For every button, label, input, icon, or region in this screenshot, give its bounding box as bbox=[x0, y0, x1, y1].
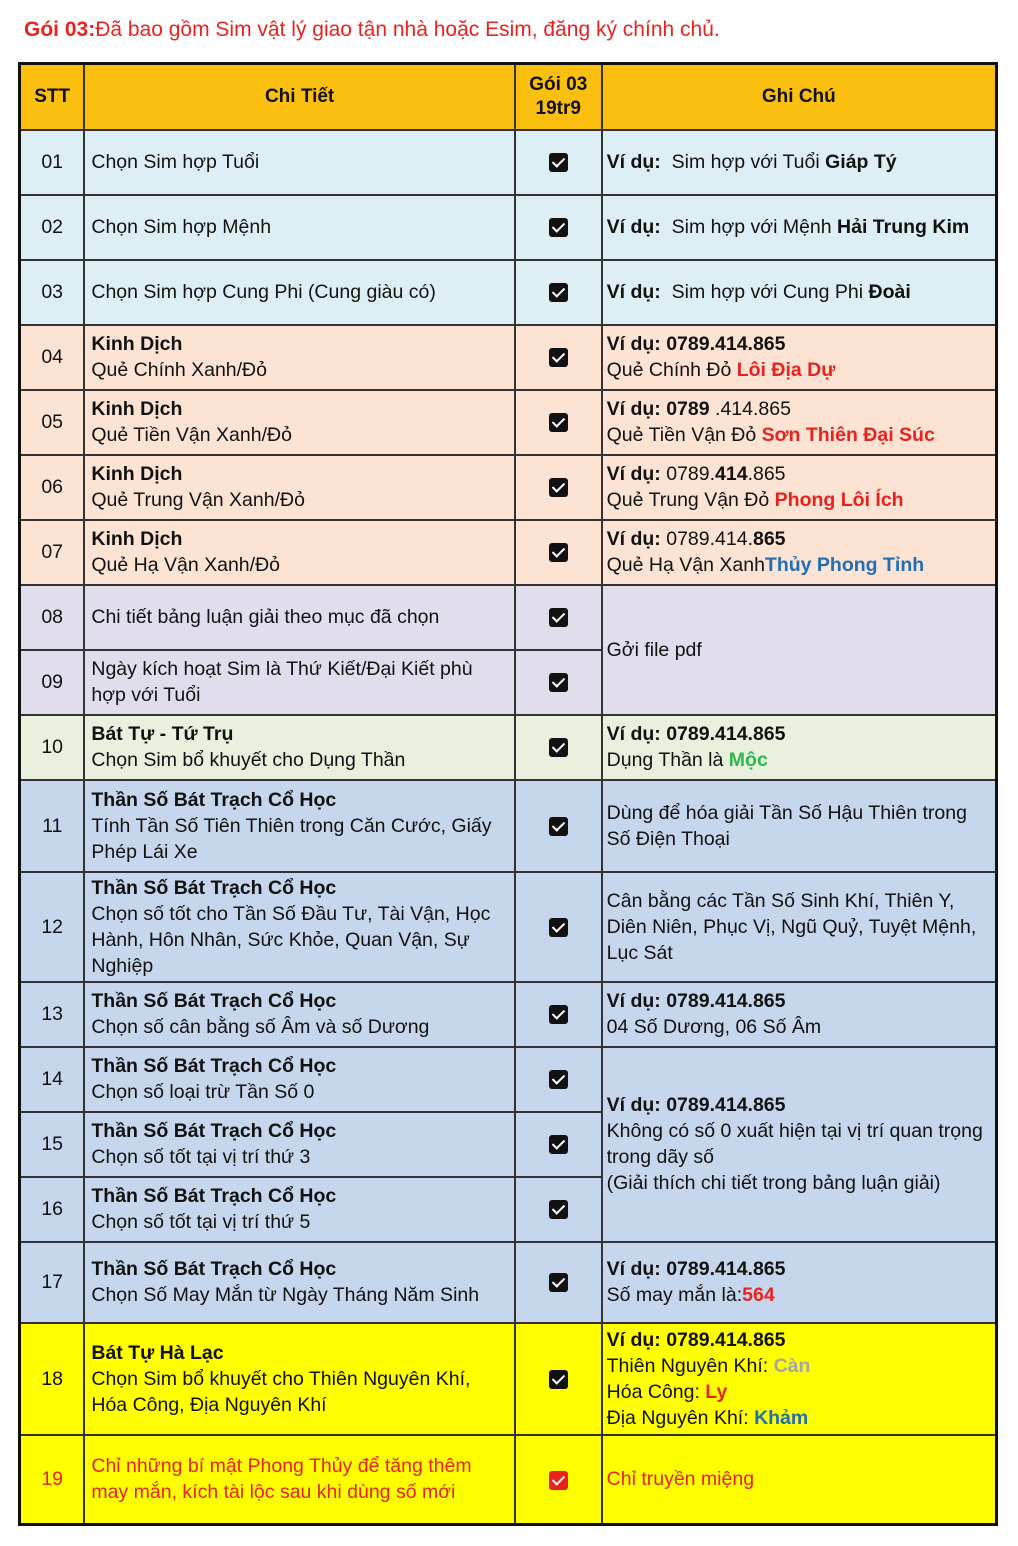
checkbox-checked-icon[interactable] bbox=[549, 608, 568, 627]
row-number: 02 bbox=[20, 195, 85, 260]
row-number: 19 bbox=[20, 1435, 85, 1525]
checkbox-checked-icon[interactable] bbox=[549, 1135, 568, 1154]
row-heading: Kinh Dịch bbox=[91, 398, 183, 420]
checkbox-checked-icon[interactable] bbox=[549, 218, 568, 237]
row-detail: Kinh Dịch Quẻ Hạ Vận Xanh/Đỏ bbox=[84, 520, 514, 585]
title-text: Đã bao gồm Sim vật lý giao tận nhà hoặc Esim, đăng ký chính chủ. bbox=[95, 18, 720, 41]
row-number: 09 bbox=[20, 650, 85, 715]
row-number: 14 bbox=[20, 1047, 85, 1112]
checkbox-checked-icon[interactable] bbox=[549, 413, 568, 432]
row-number: 01 bbox=[20, 130, 85, 195]
checkbox-checked-icon[interactable] bbox=[549, 1200, 568, 1219]
row-number: 04 bbox=[20, 325, 85, 390]
header-package bbox=[515, 64, 602, 130]
row-note: Ví dụ: 0789.414.865 04 Số Dương, 06 Số Âm bbox=[602, 982, 997, 1047]
checkbox-checked-icon[interactable] bbox=[549, 153, 568, 172]
table-row bbox=[20, 390, 997, 455]
header-row bbox=[20, 64, 997, 130]
checkbox-checked-icon[interactable] bbox=[549, 817, 568, 836]
row-note: Ví dụ: 0789.414.865 Quẻ Trung Vận Đỏ Phong Lôi Ích bbox=[602, 455, 997, 520]
row-heading: Thần Số Bát Trạch Cổ Học bbox=[91, 1258, 337, 1280]
table-row bbox=[20, 520, 997, 585]
checkbox-checked-red-icon[interactable] bbox=[549, 1471, 568, 1490]
row-detail: Thần Số Bát Trạch Cổ Học Chọn số cân bằng số Âm và số Dương bbox=[84, 982, 514, 1047]
table-row bbox=[20, 130, 997, 195]
checkbox-checked-icon[interactable] bbox=[549, 738, 568, 757]
row-detail: Thần Số Bát Trạch Cổ Học Chọn số tốt tại vị trí thứ 3 bbox=[84, 1112, 514, 1177]
row-note-merged: Ví dụ: 0789.414.865 Không có số 0 xuất hiện tại vị trí quan trọng trong dãy số (Giải thích chi tiết trong bảng luận giải) bbox=[602, 1047, 997, 1242]
row-number: 16 bbox=[20, 1177, 85, 1242]
row-heading: Kinh Dịch bbox=[91, 463, 183, 485]
title-prefix: Gói 03: bbox=[24, 18, 96, 41]
row-number: 17 bbox=[20, 1242, 85, 1323]
row-heading: Thần Số Bát Trạch Cổ Học bbox=[91, 1120, 337, 1142]
table-row bbox=[20, 982, 997, 1047]
row-detail: Chỉ những bí mật Phong Thủy để tăng thêm may mắn, kích tài lộc sau khi dùng số mới bbox=[84, 1435, 514, 1525]
row-heading: Bát Tự Hà Lạc bbox=[91, 1341, 224, 1364]
row-note: Ví dụ: Sim hợp với Mệnh Hải Trung Kim bbox=[602, 195, 997, 260]
row-note: Chỉ truyền miệng bbox=[602, 1435, 997, 1525]
row-number: 18 bbox=[20, 1323, 85, 1435]
row-detail: Bát Tự Hà Lạc Chọn Sim bổ khuyết cho Thiên Nguyên Khí, Hóa Công, Địa Nguyên Khí bbox=[84, 1323, 514, 1435]
row-note: Ví dụ: Sim hợp với Tuổi Giáp Tý bbox=[602, 130, 997, 195]
row-number: 13 bbox=[20, 982, 85, 1047]
checkbox-checked-icon[interactable] bbox=[549, 918, 568, 937]
row-number: 06 bbox=[20, 455, 85, 520]
table-row bbox=[20, 1323, 997, 1435]
checkbox-checked-icon[interactable] bbox=[549, 543, 568, 562]
row-heading: Thần Số Bát Trạch Cổ Học bbox=[91, 1185, 337, 1207]
table-row bbox=[20, 585, 997, 650]
table-row bbox=[20, 1242, 997, 1323]
checkbox-checked-icon[interactable] bbox=[549, 1273, 568, 1292]
row-note: Ví dụ: 0789 .414.865 Quẻ Tiền Vận Đỏ Sơn Thiên Đại Súc bbox=[602, 390, 997, 455]
row-note-merged: Gởi file pdf bbox=[602, 585, 997, 715]
table-row bbox=[20, 325, 997, 390]
checkbox-checked-icon[interactable] bbox=[549, 1005, 568, 1024]
row-detail: Thần Số Bát Trạch Cổ Học Chọn số loại trừ Tần Số 0 bbox=[84, 1047, 514, 1112]
row-note: Dùng để hóa giải Tần Số Hậu Thiên trong Số Điện Thoại bbox=[602, 780, 997, 872]
table-row bbox=[20, 260, 997, 325]
row-note: Ví dụ: 0789.414.865 Quẻ Hạ Vận XanhThủy Phong Tỉnh bbox=[602, 520, 997, 585]
table-row bbox=[20, 715, 997, 780]
row-number: 05 bbox=[20, 390, 85, 455]
header-note: Ghi Chú bbox=[602, 64, 997, 130]
row-detail: Thần Số Bát Trạch Cổ Học Chọn số tốt cho Tần Số Đầu Tư, Tài Vận, Học Hành, Hôn Nhân, Sức Khỏe, Quan Vận, Sự Nghiệp bbox=[84, 872, 514, 982]
checkbox-checked-icon[interactable] bbox=[549, 348, 568, 367]
row-note: Ví dụ: 0789.414.865 Số may mắn là:564 bbox=[602, 1242, 997, 1323]
header-package-name: Gói 03 bbox=[529, 73, 588, 95]
table-row bbox=[20, 1047, 997, 1112]
row-heading: Bát Tự - Tứ Trụ bbox=[91, 723, 234, 745]
row-detail: Thần Số Bát Trạch Cổ Học Tính Tần Số Tiên Thiên trong Căn Cước, Giấy Phép Lái Xe bbox=[84, 780, 514, 872]
row-note: Ví dụ: 0789.414.865 Dụng Thần là Mộc bbox=[602, 715, 997, 780]
row-note: Ví dụ: Sim hợp với Cung Phi Đoài bbox=[602, 260, 997, 325]
row-detail: Kinh Dịch Quẻ Chính Xanh/Đỏ bbox=[84, 325, 514, 390]
row-heading: Thần Số Bát Trạch Cổ Học bbox=[91, 1055, 337, 1077]
row-detail: Thần Số Bát Trạch Cổ Học Chọn số tốt tại vị trí thứ 5 bbox=[84, 1177, 514, 1242]
row-number: 15 bbox=[20, 1112, 85, 1177]
row-detail: Chọn Sim hợp Mệnh bbox=[84, 195, 514, 260]
table-row bbox=[20, 455, 997, 520]
row-heading: Kinh Dịch bbox=[91, 528, 183, 550]
table-row bbox=[20, 1435, 997, 1525]
row-detail: Chọn Sim hợp Cung Phi (Cung giàu có) bbox=[84, 260, 514, 325]
row-number: 10 bbox=[20, 715, 85, 780]
checkbox-checked-icon[interactable] bbox=[549, 1070, 568, 1089]
row-detail: Ngày kích hoạt Sim là Thứ Kiết/Đại Kiết phù hợp với Tuổi bbox=[84, 650, 514, 715]
checkbox-checked-icon[interactable] bbox=[549, 478, 568, 497]
row-heading: Thần Số Bát Trạch Cổ Học bbox=[91, 876, 337, 899]
row-number: 08 bbox=[20, 585, 85, 650]
row-note: Ví dụ: 0789.414.865 Quẻ Chính Đỏ Lôi Địa Dự bbox=[602, 325, 997, 390]
table-row bbox=[20, 195, 997, 260]
table-row bbox=[20, 780, 997, 872]
row-note: Ví dụ: 0789.414.865 Thiên Nguyên Khí: Càn Hóa Công: Ly Địa Nguyên Khí: Khảm bbox=[602, 1323, 997, 1435]
row-number: 11 bbox=[20, 780, 85, 872]
header-detail: Chi Tiết bbox=[84, 64, 514, 130]
row-detail: Chọn Sim hợp Tuổi bbox=[84, 130, 514, 195]
checkbox-checked-icon[interactable] bbox=[549, 1370, 568, 1389]
header-package-price: 19tr9 bbox=[535, 97, 581, 119]
row-detail: Chi tiết bảng luận giải theo mục đã chọn bbox=[84, 585, 514, 650]
row-heading: Kinh Dịch bbox=[91, 333, 183, 355]
table-row bbox=[20, 872, 997, 982]
package-table bbox=[18, 62, 998, 1526]
row-number: 12 bbox=[20, 872, 85, 982]
row-heading: Thần Số Bát Trạch Cổ Học bbox=[91, 990, 337, 1012]
header-stt: STT bbox=[20, 64, 85, 130]
row-detail: Thần Số Bát Trạch Cổ Học Chọn Số May Mắn từ Ngày Tháng Năm Sinh bbox=[84, 1242, 514, 1323]
row-detail: Kinh Dịch Quẻ Tiền Vận Xanh/Đỏ bbox=[84, 390, 514, 455]
row-detail: Bát Tự - Tứ Trụ Chọn Sim bổ khuyết cho Dụng Thần bbox=[84, 715, 514, 780]
checkbox-checked-icon[interactable] bbox=[549, 283, 568, 302]
checkbox-checked-icon[interactable] bbox=[549, 673, 568, 692]
page-title bbox=[24, 18, 720, 42]
row-heading: Thần Số Bát Trạch Cổ Học bbox=[91, 788, 337, 811]
row-number: 03 bbox=[20, 260, 85, 325]
row-note: Cân bằng các Tần Số Sinh Khí, Thiên Y, Diên Niên, Phục Vị, Ngũ Quỷ, Tuyệt Mệnh, Lục Sát bbox=[602, 872, 997, 982]
row-number: 07 bbox=[20, 520, 85, 585]
row-detail: Kinh Dịch Quẻ Trung Vận Xanh/Đỏ bbox=[84, 455, 514, 520]
